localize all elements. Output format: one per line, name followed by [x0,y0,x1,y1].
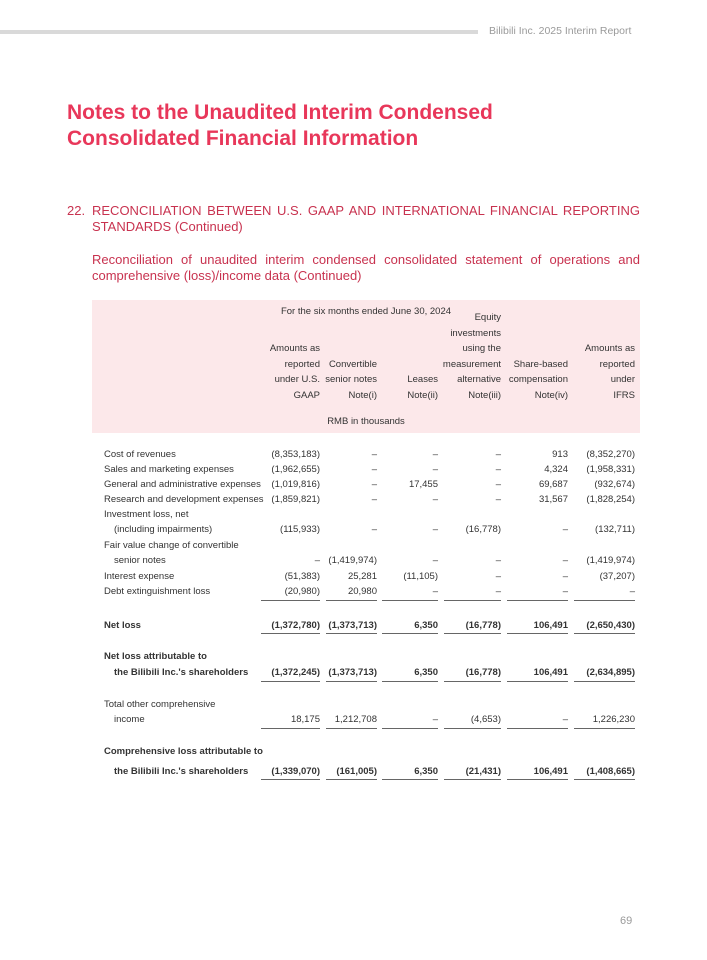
cell-value: – [432,494,438,505]
cell-value: (1,019,816) [271,479,320,490]
cell-value: 106,491 [533,667,568,678]
total-rule [261,633,320,634]
cell-value: 4,324 [544,464,568,475]
column-header-line: Note(iv) [534,389,568,401]
header-rule [0,30,478,34]
column-header [545,341,635,403]
table-row [104,492,640,507]
page-title [67,100,627,152]
cell-value: (1,419,974) [328,555,377,566]
total-rule [507,779,568,780]
column-header-line: compensation [508,374,568,385]
row-label: the Bilibili Inc.'s shareholders [114,766,249,777]
cell-value: 20,980 [347,586,377,597]
page-title-line-2: Consolidated Financial Information [67,127,419,150]
column-header-line: senior notes [325,374,377,385]
row-label: income [114,714,145,725]
cell-value: – [432,586,438,597]
cell-value: – [629,586,635,597]
cell-value: – [495,449,501,460]
row-label: Comprehensive loss attributable to [104,746,263,757]
total-rule [382,681,438,682]
total-rule [507,681,568,682]
cell-value: (1,859,821) [271,494,320,505]
cell-value: – [371,494,377,505]
column-header-line: measurement [442,358,501,370]
table-row [104,553,640,568]
cell-value: 18,175 [290,714,320,725]
cell-value: (1,958,331) [586,464,635,475]
cell-value: (16,778) [465,620,501,631]
table-row [104,649,640,664]
total-rule [326,728,377,729]
cell-value: 69,687 [538,479,568,490]
total-rule [574,728,635,729]
cell-value: (1,372,780) [271,620,320,631]
cell-value: (115,933) [280,524,320,535]
cell-value: (4,653) [470,714,501,725]
cell-value: (161,005) [336,766,377,777]
table-row [104,584,640,599]
total-rule [261,728,320,729]
total-rule [382,600,438,601]
row-label: the Bilibili Inc.'s shareholders [114,667,249,678]
column-header-line: Equity [474,312,501,323]
total-rule [444,600,501,601]
cell-value: (1,962,655) [271,464,320,475]
cell-value: – [371,479,377,490]
cell-value: (8,352,270) [586,449,635,460]
total-rule [574,633,635,634]
cell-value: (1,408,665) [586,766,635,777]
cell-value: (21,431) [465,766,501,777]
total-rule [261,600,320,601]
cell-value: (37,207) [599,571,635,582]
total-rule [261,779,320,780]
cell-value: (1,372,245) [271,667,320,678]
cell-value: (16,778) [465,524,501,535]
row-label: Investment loss, net [104,509,189,520]
cell-value: – [432,464,438,475]
cell-value: (51,383) [284,571,320,582]
table-row [104,477,640,492]
column-header-line: reported [599,358,635,370]
column-header-line: under [610,374,635,385]
cell-value: (1,828,254) [586,494,635,505]
cell-value: – [371,524,377,535]
table-row [104,618,640,633]
column-header-line: Note(ii) [407,389,438,401]
total-rule [507,600,568,601]
row-label: Debt extinguishment loss [104,586,211,597]
row-label: Net loss attributable to [104,651,207,662]
section-heading [67,203,640,235]
row-label: Research and development expenses [104,494,264,505]
row-label: (including impairments) [114,524,213,535]
total-rule [326,681,377,682]
page-number: 69 [620,915,633,927]
table-row [104,665,640,680]
table-row [104,764,640,779]
total-rule [574,600,635,601]
table-row [104,447,640,462]
column-header-line: Note(i) [348,389,377,401]
column-header-line: IFRS [613,389,635,401]
cell-value: 106,491 [533,620,568,631]
table-row [104,744,640,759]
total-rule [444,728,501,729]
table-caption: Reconciliation of unaudited interim condensed consolidated statement of operations and comprehensive (loss)/income data (Continued) [92,252,640,283]
cell-value: – [562,524,568,535]
page-title-line-1: Notes to the Unaudited Interim Condensed [67,101,493,124]
cell-value: (20,980) [284,586,320,597]
cell-value: (8,353,183) [271,449,320,460]
column-header-line: investments [450,327,501,339]
table-row [104,538,640,553]
cell-value: (1,419,974) [586,555,635,566]
cell-value: (2,650,430) [586,620,635,631]
column-header-line: alternative [457,374,501,385]
row-label: Cost of revenues [104,449,176,460]
section-title: RECONCILIATION BETWEEN U.S. GAAP AND INTERNATIONAL FINANCIAL REPORTING STANDARDS (Continued) [92,203,640,234]
cell-value: 1,212,708 [334,714,377,725]
cell-value: – [495,586,501,597]
period-heading: For the six months ended June 30, 2024 [280,306,452,317]
table-row [104,507,640,522]
column-header-line: reported [284,358,320,370]
cell-value: 913 [552,449,568,460]
cell-value: – [432,449,438,460]
total-rule [507,633,568,634]
cell-value: 1,226,230 [592,714,635,725]
column-header-line: Share-based [513,358,568,370]
total-rule [326,600,377,601]
cell-value: – [371,464,377,475]
cell-value: (1,373,713) [328,620,377,631]
column-header-line: Amounts as [584,343,635,354]
cell-value: – [314,555,320,566]
cell-value: – [495,464,501,475]
cell-value: 106,491 [533,766,568,777]
cell-value: – [371,449,377,460]
column-header-line: Note(iii) [468,389,501,401]
column-header-line: Amounts as [269,343,320,354]
section-number: 22. [67,203,86,218]
report-header: Bilibili Inc. 2025 Interim Report [489,25,632,37]
cell-value: (16,778) [465,667,501,678]
unit-heading: RMB in thousands [327,416,405,427]
row-label: Total other comprehensive [104,699,216,710]
total-rule [444,633,501,634]
cell-value: 6,350 [414,766,438,777]
cell-value: (1,373,713) [328,667,377,678]
cell-value: (11,105) [403,571,438,582]
table-row [104,522,640,537]
cell-value: 17,455 [408,479,438,490]
column-header-line: using the [462,343,501,354]
column-header-line: Convertible [328,358,377,370]
total-rule [444,681,501,682]
cell-value: – [432,555,438,566]
table-row [104,462,640,477]
cell-value: 31,567 [538,494,568,505]
total-rule [326,633,377,634]
total-rule [326,779,377,780]
cell-value: (932,674) [594,479,635,490]
cell-value: 25,281 [347,571,377,582]
table-row [104,569,640,584]
table-row [104,712,640,727]
row-label: Interest expense [104,571,175,582]
cell-value: – [562,714,568,725]
total-rule [382,728,438,729]
cell-value: (1,339,070) [271,766,320,777]
table-row [104,697,640,712]
cell-value: 6,350 [414,667,438,678]
cell-value: – [495,555,501,566]
row-label: Sales and marketing expenses [104,464,234,475]
row-label: General and administrative expenses [104,479,261,490]
cell-value: – [495,479,501,490]
row-label: Fair value change of convertible [104,540,239,551]
cell-value: – [562,571,568,582]
total-rule [507,728,568,729]
cell-value: 6,350 [414,620,438,631]
row-label: senior notes [114,555,166,566]
cell-value: (132,711) [595,524,635,535]
cell-value: – [495,494,501,505]
cell-value: – [562,586,568,597]
column-header-line: under U.S. [274,374,320,385]
total-rule [444,779,501,780]
column-header-line: GAAP [293,389,320,401]
cell-value: – [432,714,438,725]
column-header-line: Leases [407,374,438,385]
cell-value: (2,634,895) [586,667,635,678]
total-rule [382,779,438,780]
total-rule [261,681,320,682]
total-rule [574,681,635,682]
cell-value: – [432,524,438,535]
total-rule [574,779,635,780]
cell-value: – [562,555,568,566]
total-rule [382,633,438,634]
row-label: Net loss [104,620,141,631]
cell-value: – [495,571,501,582]
